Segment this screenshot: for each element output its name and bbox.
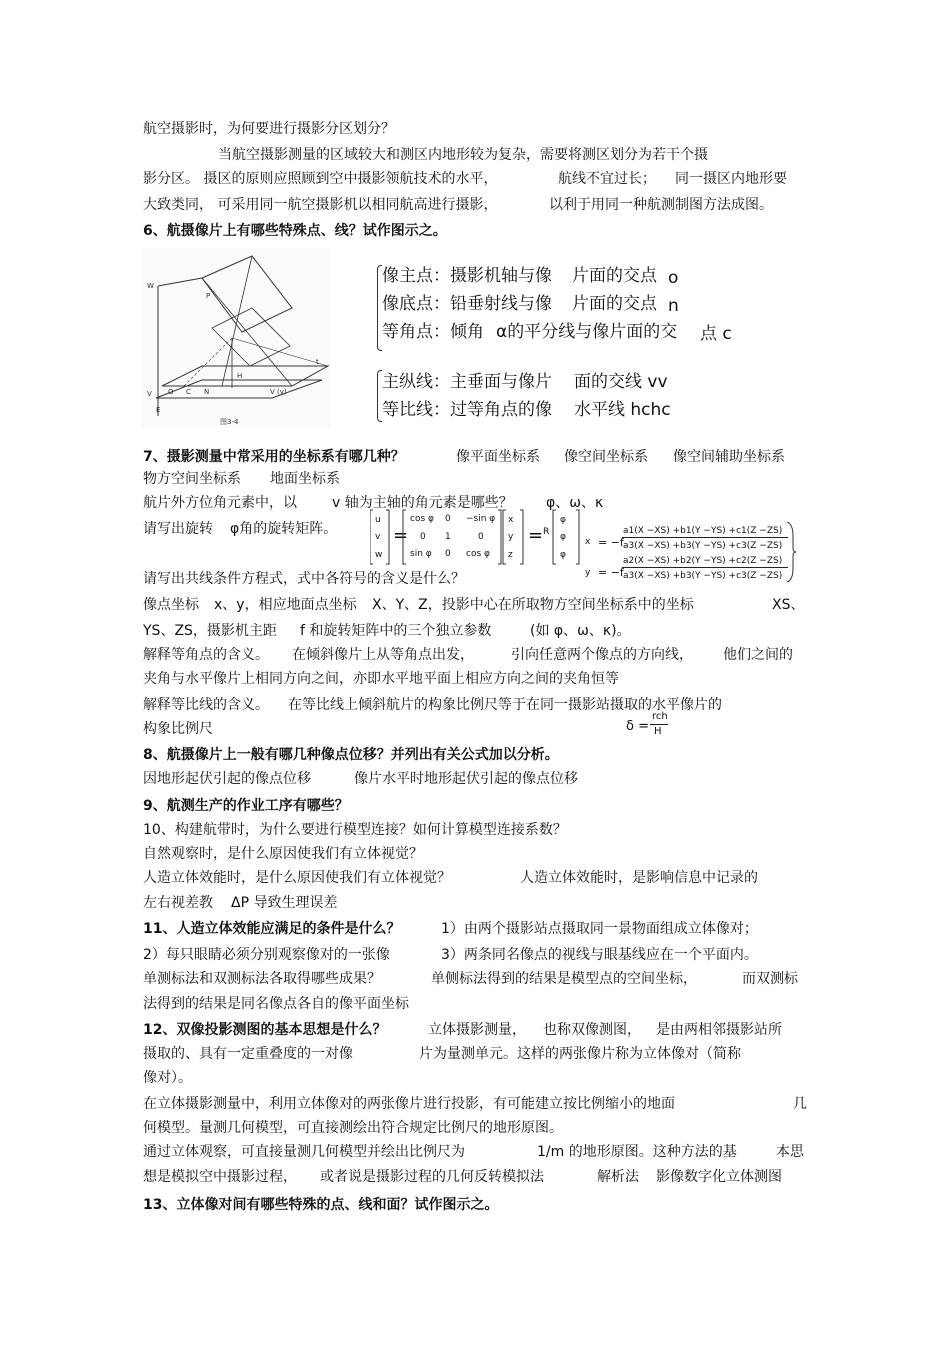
- coord-system: 像空间辅助坐标系: [673, 449, 785, 465]
- paragraph-line: 以利于用同一种航测制图方法成图。: [549, 197, 773, 213]
- paragraph-line: 构象比例尺: [143, 721, 213, 737]
- paragraph-line: 他们之间的: [723, 647, 793, 663]
- svg-text:E: E: [156, 406, 161, 414]
- point-label: 像底点：铅垂射线与像: [382, 294, 552, 314]
- paragraph-line: 1）由两个摄影站点摄取同一景物面组成立体像对；: [441, 921, 758, 937]
- coord-system: 像空间坐标系: [564, 449, 648, 465]
- question-6: 6、航摄像片上有哪些特殊点、线？试作图示之。: [143, 223, 447, 239]
- paragraph-line: 2）每只眼睛必须分别观察像对的一张像: [143, 947, 390, 963]
- paragraph-line: ΔP 导致生理误差: [231, 895, 338, 911]
- paragraph-line: φ、ω、κ: [546, 495, 604, 511]
- paragraph-line: 在倾斜像片上从等角点出发，: [292, 647, 474, 663]
- paragraph-line: 片为量测单元。这样的两张像片称为立体像对（简称: [419, 1046, 741, 1062]
- paragraph-line: 同一摄区内地形要: [675, 171, 787, 187]
- paragraph-line: YS、ZS，摄影机主距: [143, 623, 277, 639]
- coord-system: 像平面坐标系: [456, 449, 540, 465]
- paragraph-line: 像点坐标: [143, 597, 199, 613]
- paragraph-line: 夹角与水平像片上相同方向之间，亦即水平地平面上相应方向之间的夹角恒等: [143, 671, 619, 687]
- paragraph-line: 影分区。 摄区的原则应照顾到空中摄影领航技术的水平，: [143, 171, 498, 187]
- paragraph-line: 人造立体效能时，是影响信息中记录的: [520, 870, 758, 886]
- point-label: 像主点：摄影机轴与像: [382, 266, 552, 286]
- aerial-photo-geometry-figure: [142, 248, 330, 428]
- svg-text:W: W: [147, 282, 154, 290]
- figure-caption: 图3-4: [220, 418, 239, 426]
- question-10: 10、构建航带时，为什么要进行模型连接？如何计算模型连接系数？: [143, 822, 567, 838]
- paragraph-line: XS、: [772, 597, 805, 613]
- paragraph-line: 影像数字化立体测图: [656, 1169, 782, 1185]
- paragraph-line: 左右视差教: [143, 895, 213, 911]
- paragraph-line: 航片外方位角元素中，以: [143, 495, 297, 511]
- paragraph-line: 也称双像测图，: [543, 1022, 641, 1038]
- svg-text:V (v): V (v): [270, 388, 287, 396]
- paragraph-line: 想是模拟空中摄影过程，: [143, 1169, 297, 1185]
- paragraph-line: 解释等比线的含义。: [143, 697, 269, 713]
- paragraph-line: f 和旋转矩阵中的三个独立参数: [300, 623, 492, 639]
- point-symbol: 点 c: [700, 324, 732, 344]
- paragraph-line: x、y，相应地面点坐标: [214, 597, 357, 613]
- paragraph-line: 几: [793, 1096, 807, 1112]
- paragraph-line: 因地形起伏引起的像点位移: [143, 771, 311, 787]
- matrix-brackets: [370, 508, 590, 566]
- paragraph-line: (如 φ、ω、κ)。: [530, 623, 631, 639]
- paragraph-line: 自然观察时，是什么原因使我们有立体视觉？: [143, 846, 423, 862]
- paragraph-line: 在立体摄影测量中，利用立体像对的两张像片进行投影，有可能建立按比例缩小的地面: [143, 1096, 675, 1112]
- paragraph-line: 像对）。: [143, 1070, 192, 1086]
- svg-text:N: N: [204, 388, 210, 396]
- paragraph-line: 单侧标法得到的结果是模型点的空间坐标，: [431, 971, 697, 987]
- question-7: 7、摄影测量中常采用的坐标系有哪几种？: [143, 449, 405, 465]
- line-label: 等比线：过等角点的像: [382, 400, 552, 420]
- paragraph-line: 1/m 的地形原图。这种方法的基: [537, 1144, 737, 1160]
- paragraph-line: 是由两相邻摄影站所: [656, 1022, 782, 1038]
- paragraph-line: 3）两条同名像点的视线与眼基线应在一个平面内。: [441, 947, 758, 963]
- paragraph-line: 航线不宜过长；: [558, 171, 656, 187]
- point-symbol: o: [668, 268, 679, 288]
- point-label: 片面的交点: [572, 266, 657, 286]
- line-label: 水平线 hchc: [574, 400, 671, 420]
- svg-text:C: C: [186, 388, 191, 396]
- paragraph-line: 大致类同， 可采用同一航空摄影机以相同航高进行摄影，: [143, 197, 498, 213]
- svg-text:H: H: [237, 372, 243, 380]
- paragraph-line: 法得到的结果是同名像点各自的像平面坐标: [143, 996, 409, 1012]
- paragraph-line: 通过立体观察，可直接量测几何模型并绘出比例尺为: [143, 1144, 465, 1160]
- line-label: 主纵线：主垂面与像片: [382, 372, 552, 392]
- paragraph-line: 本思: [776, 1144, 804, 1160]
- paragraph-line: 像片水平时地形起伏引起的像点位移: [354, 771, 578, 787]
- paragraph-line: v 轴为主轴的角元素是哪些？: [332, 495, 513, 511]
- paragraph-line: 解释等角点的含义。: [143, 647, 269, 663]
- question-13: 13、立体像对间有哪些特殊的点、线和面？试作图示之。: [143, 1197, 499, 1213]
- paragraph-line: 人造立体效能时，是什么原因使我们有立体视觉？: [143, 870, 451, 886]
- svg-text:P: P: [206, 292, 211, 300]
- point-symbol: n: [668, 296, 679, 316]
- paragraph-line: 当航空摄影测量的区域较大和测区内地形较为复杂，需要将测区划分为若干个摄: [218, 147, 708, 163]
- paragraph-line: 单测标法和双测标法各取得哪些成果？: [143, 971, 381, 987]
- point-label: α的平分线与像片面的交: [496, 322, 678, 342]
- point-label: 等角点：倾角: [382, 322, 484, 342]
- paragraph-line: 请写出旋转: [143, 521, 213, 537]
- paragraph-line: 而双测标: [742, 971, 798, 987]
- point-label: 片面的交点: [572, 294, 657, 314]
- question-8: 8、航摄像片上一般有哪几种像点位移？并列出有关公式加以分析。: [143, 747, 559, 763]
- paragraph-line: φ角的旋转矩阵。: [230, 521, 338, 537]
- paragraph-line: 何模型。量测几何模型，可直接测绘出符合规定比例尺的地形原图。: [143, 1120, 563, 1136]
- paragraph-line: 立体摄影测量，: [428, 1022, 526, 1038]
- svg-text:V: V: [147, 390, 152, 398]
- paragraph-line: 摄取的、具有一定重叠度的一对像: [143, 1046, 353, 1062]
- question-title: 航空摄影时，为何要进行摄影分区划分？: [143, 121, 395, 137]
- paragraph-line: X、Y、Z，投影中心在所取物方空间坐标系中的坐标: [372, 597, 694, 613]
- paragraph-line: 解析法: [597, 1169, 639, 1185]
- svg-text:t: t: [316, 358, 319, 366]
- paragraph-line: 引向任意两个像点的方向线，: [511, 647, 693, 663]
- paragraph-line: 或者说是摄影过程的几何反转模拟法: [320, 1169, 544, 1185]
- question-12: 12、双像投影测图的基本思想是什么？: [143, 1022, 387, 1038]
- paragraph-line: 请写出共线条件方程式，式中各符号的含义是什么？: [143, 571, 465, 587]
- right-brace-icon: [785, 520, 797, 584]
- paragraph-line: 在等比线上倾斜航片的构象比例尺等于在同一摄影站摄取的水平像片的: [288, 697, 722, 713]
- line-label: 面的交线 vv: [574, 372, 668, 392]
- question-11: 11、人造立体效能应满足的条件是什么？: [143, 921, 401, 937]
- coord-system: 物方空间坐标系: [143, 471, 241, 487]
- coord-system: 地面坐标系: [270, 471, 340, 487]
- question-9: 9、航测生产的作业工序有哪些？: [143, 798, 349, 814]
- svg-text:O: O: [168, 388, 174, 396]
